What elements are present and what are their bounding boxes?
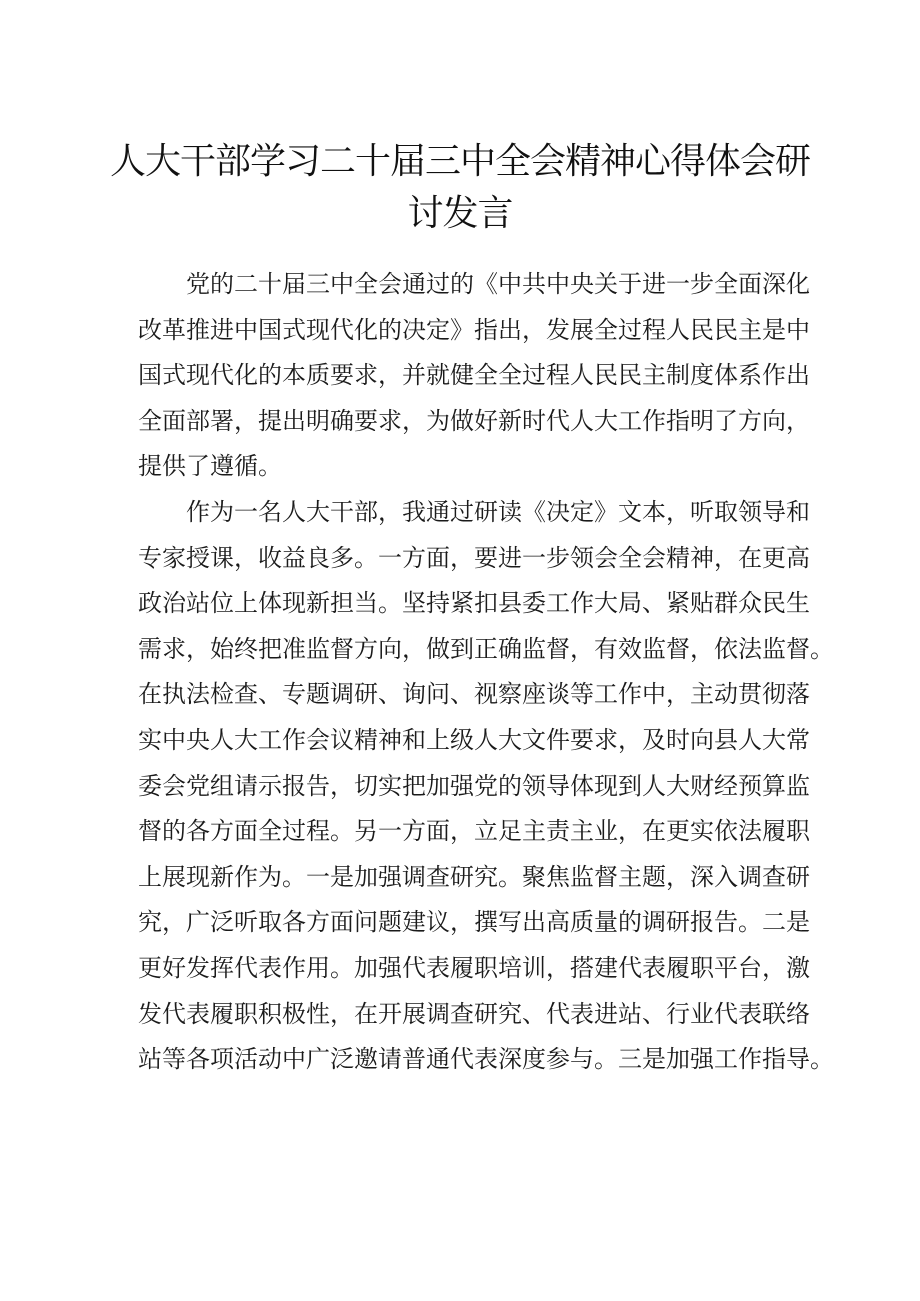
paragraph-line: 发代表履职积极性，在开展调查研究、代表进站、行业代表联络	[138, 999, 810, 1028]
paragraph-line: 需求，始终把准监督方向，做到正确监督，有效监督，依法监督。	[138, 634, 834, 663]
paragraph-line: 专家授课，收益良多。一方面，要进一步领会全会精神，在更高	[138, 543, 810, 572]
paragraph-line: 委会党组请示报告，切实把加强党的领导体现到人大财经预算监	[138, 771, 810, 800]
paragraph-line: 党的二十届三中全会通过的《中共中央关于进一步全面深化	[186, 270, 810, 298]
paragraph-line: 上展现新作为。一是加强调查研究。聚焦监督主题，深入调查研	[138, 862, 810, 891]
paragraph-line: 实中央人大工作会议精神和上级人大文件要求，及时向县人大常	[138, 725, 810, 754]
paragraph-line: 提供了遵循。	[138, 452, 282, 481]
paragraph-line: 全面部署，提出明确要求，为做好新时代人大工作指明了方向，	[138, 406, 810, 435]
paragraph-line: 国式现代化的本质要求，并就健全全过程人民民主制度体系作出	[138, 361, 810, 390]
paragraph-line: 改革推进中国式现代化的决定》指出，发展全过程人民民主是中	[138, 315, 810, 344]
paragraph-line: 站等各项活动中广泛邀请普通代表深度参与。三是加强工作指导。	[138, 1045, 834, 1074]
paragraph-1	[138, 262, 810, 490]
paragraph-line: 作为一名人大干部，我通过研读《决定》文本，听取领导和	[186, 497, 810, 526]
document-body	[138, 262, 834, 1083]
paragraph-line: 更好发挥代表作用。加强代表履职培训，搭建代表履职平台，激	[138, 953, 810, 982]
paragraph-2	[138, 490, 834, 1083]
paragraph-line: 在执法检查、专题调研、询问、视察座谈等工作中，主动贯彻落	[138, 680, 810, 709]
paragraph-line: 政治站位上体现新担当。坚持紧扣县委工作大局、紧贴群众民生	[138, 589, 810, 618]
paragraph-line: 究，广泛听取各方面问题建议，撰写出高质量的调研报告。二是	[138, 908, 810, 937]
document-title	[100, 136, 820, 240]
paragraph-line: 督的各方面全过程。另一方面，立足主责主业，在更实依法履职	[138, 817, 810, 846]
title-line-1: 人大干部学习二十届三中全会精神心得体会研	[109, 141, 810, 182]
title-line-2: 讨发言	[407, 193, 513, 234]
